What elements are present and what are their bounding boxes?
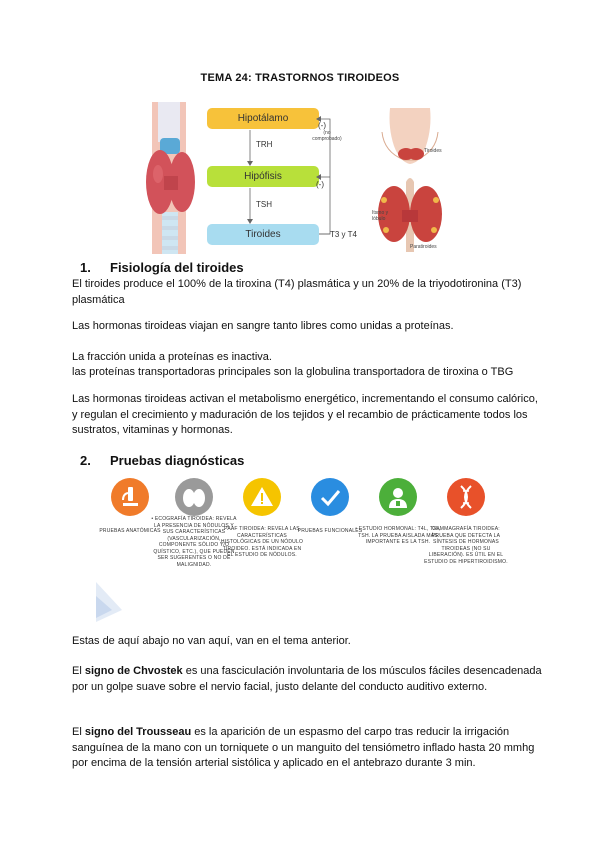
feedback-note: (no comprobado) <box>312 130 342 142</box>
t3-t4-label: T3 y T4 <box>330 230 357 239</box>
chvostek-prefix: El <box>72 665 85 677</box>
thyroid-axis-diagram <box>138 102 458 254</box>
anatomy-label-thyroid: Tiroides <box>424 148 442 154</box>
paragraph-chvostek <box>72 664 542 695</box>
dna-icon <box>447 478 485 516</box>
trousseau-prefix: El <box>72 726 85 738</box>
hypothalamus-box: Hipotálamo <box>207 108 319 129</box>
trh-label: TRH <box>256 140 273 149</box>
paragraph-trousseau <box>72 725 542 772</box>
card-thyroid-faf: PAAF TIROIDEA: REVELA LAS CARACTERÍSTICAS HISTOLÓGICAS DE UN NÓDULO TIROIDEO. ESTÁ INDICADA EN EL ESTUDIO DE NÓDULOS. <box>220 526 304 558</box>
card-functional-tests: PRUEBAS FUNCIONALES <box>297 528 363 534</box>
microscope-icon <box>111 478 149 516</box>
section-1-title: Fisiología del tiroides <box>110 260 244 275</box>
card-thyroid-scintigraphy: GAMMAGRAFÍA TIROIDEA: PRUEBA QUE DETECTA LA SÍNTESIS DE HORMONAS TIROIDEAS (NO SU LIBERACIÓN). ES ÚTIL EN EL ESTUDIO DE HIPERTIROIDISMO. <box>424 526 508 565</box>
card-anatomical-tests: PRUEBAS ANATÓMICAS <box>99 528 161 534</box>
chvostek-body: es una fasciculación involuntaria de los músculos fáciles desencadenada por un golpe suave sobre el nervio facial, justo delante del conducto auditivo externo. <box>72 665 542 693</box>
trousseau-body: es la aparición de un espasmo del carpo tras reducir la irrigación sanguínea de la mano con un torniquete o un manguito del tensiómetro inflado hasta 20 mmhg por encima de la tensión arterial sistólica y aplicado en el antebrazo durante 3 min. <box>72 726 535 769</box>
pituitary-box: Hipófisis <box>207 166 319 187</box>
decorative-triangle <box>96 582 126 622</box>
doctor-icon <box>379 478 417 516</box>
card-hormonal-study: • ESTUDIO HORMONAL: T4L, T3L, TSH. LA PRUEBA AISLADA MÁS IMPORTANTE ES LA TSH. <box>355 526 441 545</box>
thyroid-icon <box>175 478 213 516</box>
anatomy-label-parathyroid: Paratiroides <box>410 244 437 250</box>
trousseau-term: signo del Trousseau <box>84 726 192 738</box>
paragraph-hormone-transport: Las hormonas tiroideas viajan en sangre tanto libres como unidas a proteínas. <box>72 320 454 332</box>
check-icon <box>311 478 349 516</box>
diagnostic-tests-infographic <box>96 474 516 624</box>
section-2-number: 2. <box>80 453 91 468</box>
chvostek-term: signo de Chvostek <box>84 665 183 677</box>
paragraph-thyroid-production: El tiroides produce el 100% de la tiroxina (T4) plasmática y un 20% de la triyodotironina (T3) plasmática <box>72 278 522 306</box>
neck-thyroid-illustration <box>360 102 458 254</box>
section-1-number: 1. <box>80 260 91 275</box>
anatomy-label-isthmus: Itsmo y lóbulo <box>372 210 389 222</box>
note-misplaced-content: Estas de aquí abajo no van aquí, van en el tema anterior. <box>72 635 351 647</box>
tsh-label: TSH <box>256 200 272 209</box>
section-2-heading <box>80 453 244 468</box>
document-title: TEMA 24: TRASTORNOS TIROIDEOS <box>200 72 400 84</box>
section-2-title: Pruebas diagnósticas <box>110 453 245 468</box>
card-thyroid-ultrasound: • ECOGRAFÍA TIROIDEA: REVELA LA PRESENCIA DE NÓDULOS Y SUS CARACTERÍSTICAS (VASCULARIZACIÓN, COMPONENTE SÓLIDO Y/O QUÍSTICO, ETC.), QUE PUEDEN SER SUGERENTES O NO DE MALIGNIDAD. <box>151 516 237 568</box>
section-1-heading <box>80 260 244 275</box>
feedback-negative-1: (-) <box>318 121 326 130</box>
paragraph-hormone-effects: Las hormonas tiroideas activan el metabolismo energético, incrementando el consumo calórico, y regulan el crecimiento y maduración de los tejidos y el recambio de prácticamente todos los sustratos, vitaminas y hormonas. <box>72 393 538 436</box>
warning-icon <box>243 478 281 516</box>
feedback-negative-2: (-) <box>316 180 324 189</box>
paragraph-transport-proteins: las proteínas transportadoras principales son la globulina transportadora de tiroxina o TBG <box>72 366 514 378</box>
paragraph-bound-fraction: La fracción unida a proteínas es inactiva. <box>72 351 272 363</box>
thyroid-box: Tiroides <box>207 224 319 245</box>
